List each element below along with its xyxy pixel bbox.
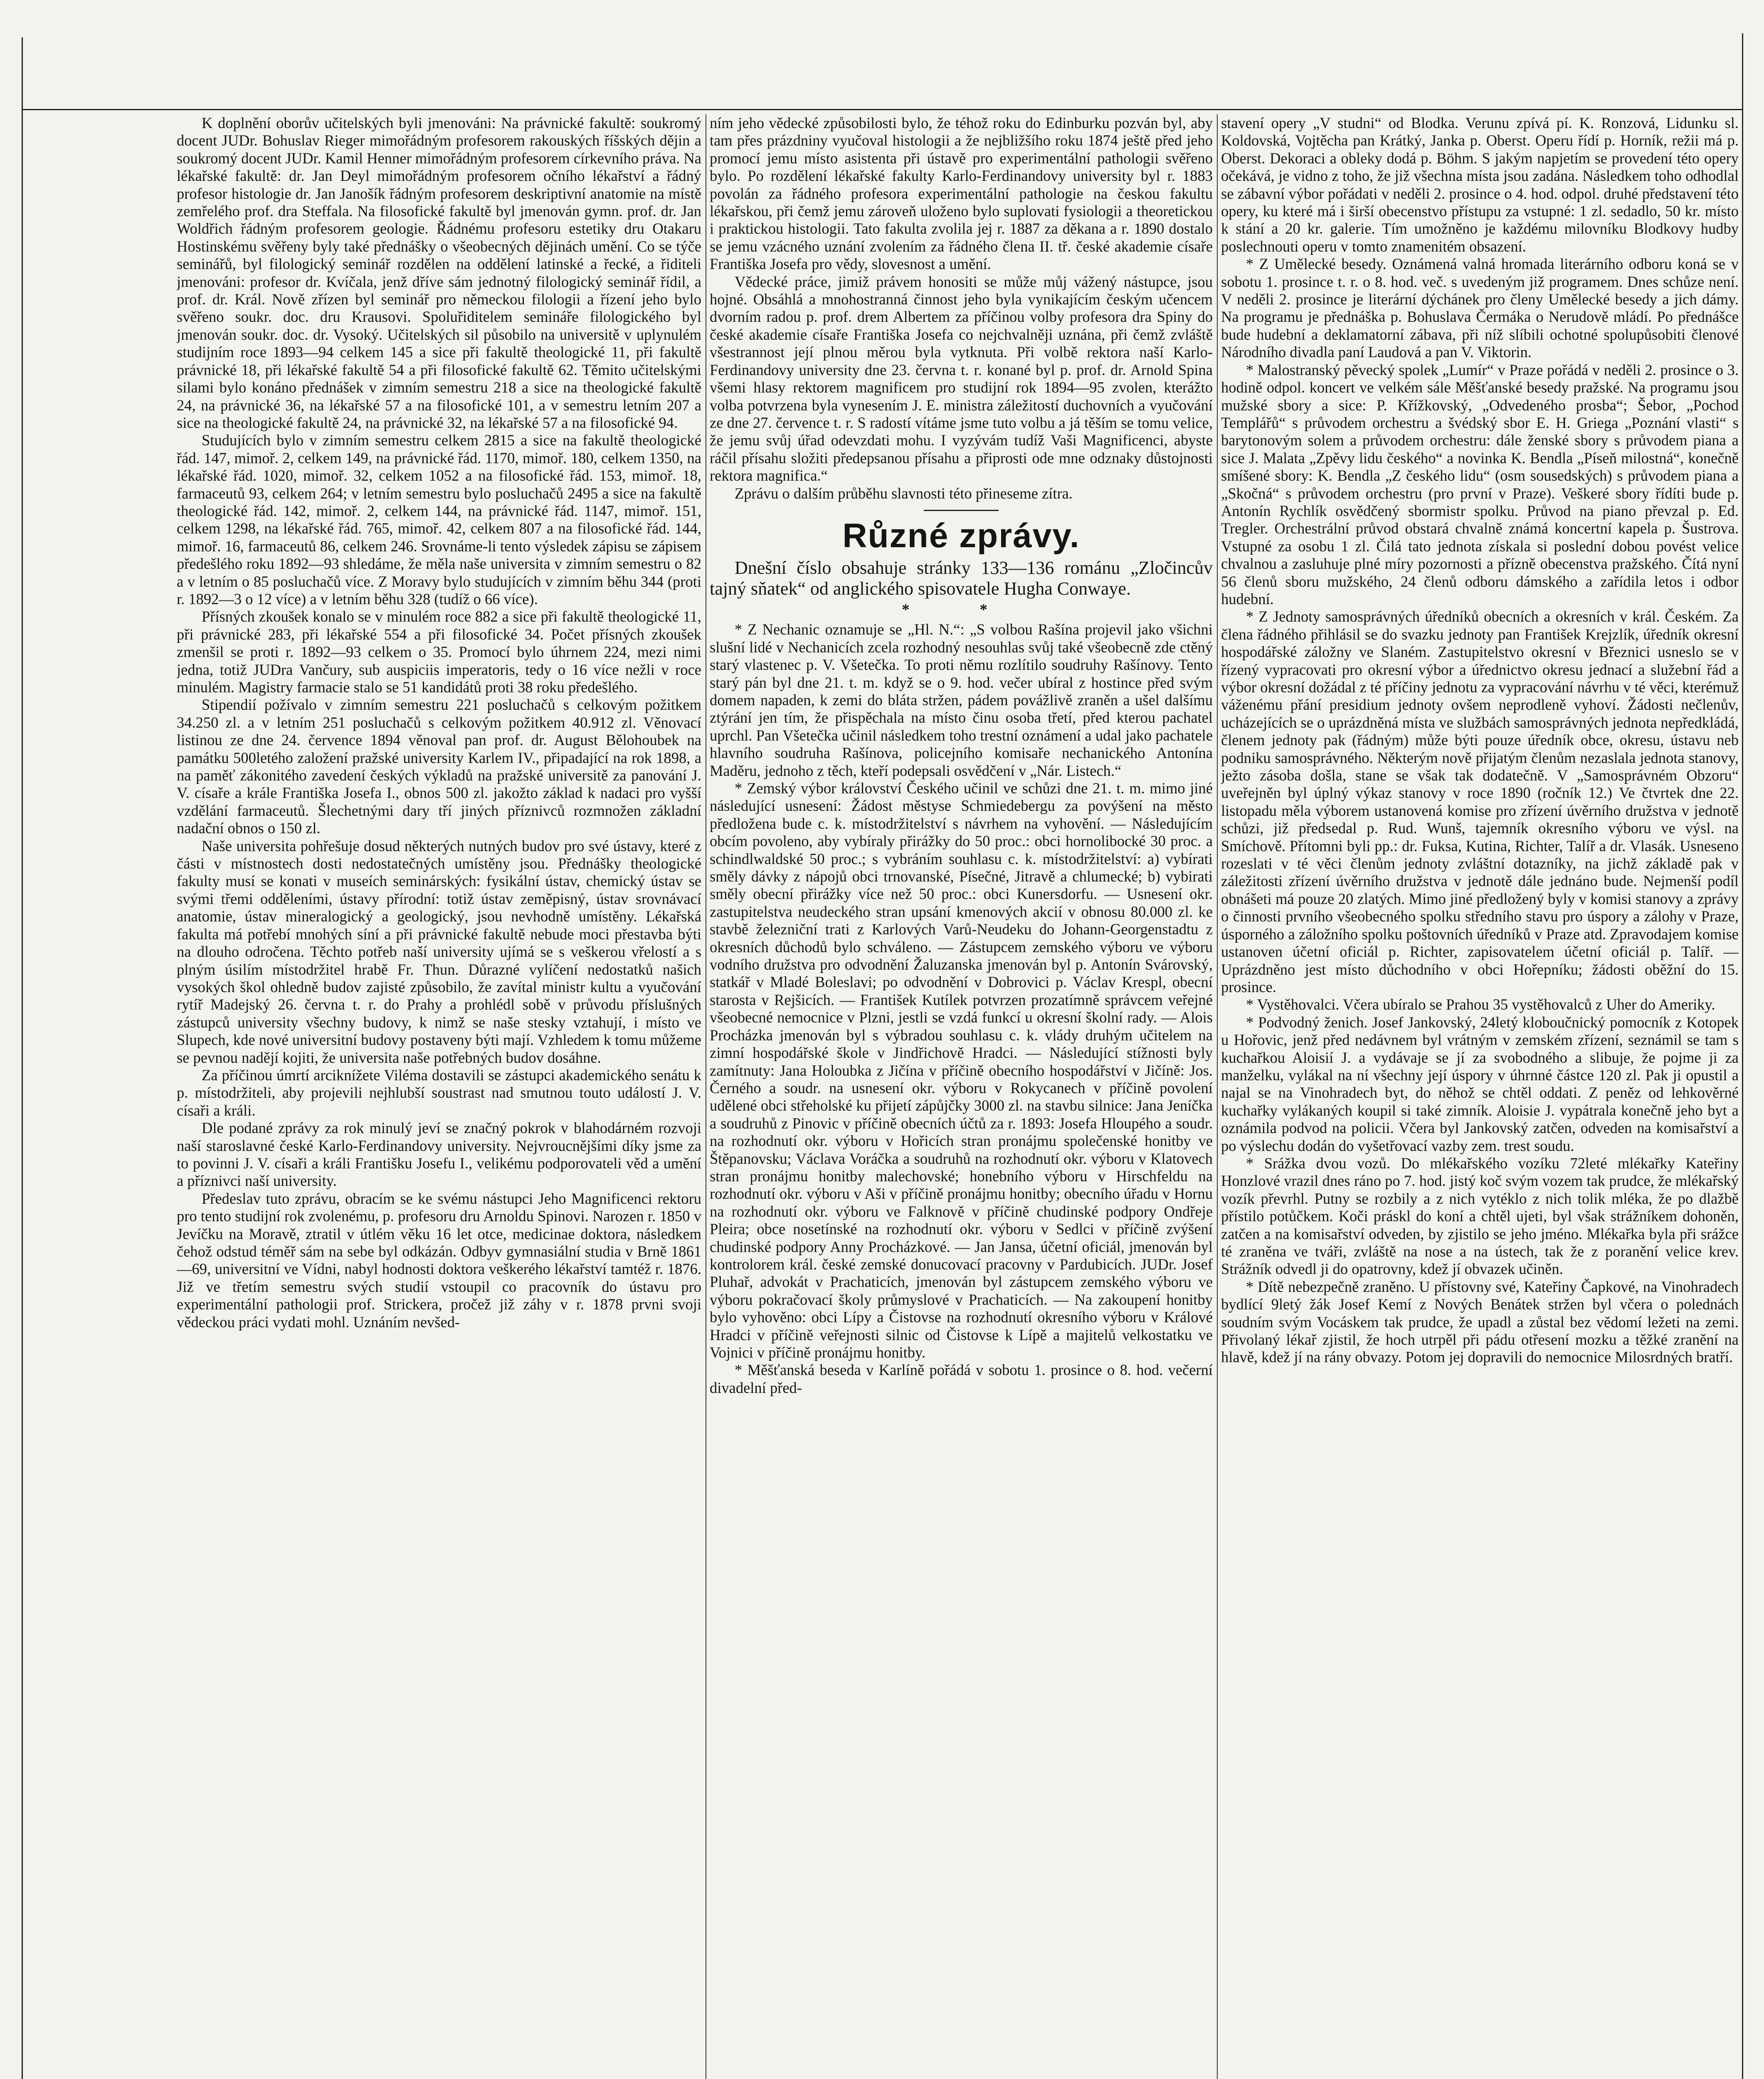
column-2: [710, 114, 1213, 2079]
top-rule: [22, 109, 1743, 110]
right-rule: [1742, 33, 1743, 2079]
news-umelecka-beseda: * Z Umělecké besedy. Oznámená valná hromada literárního odboru koná se v sobotu 1. prosince t. r. o 8. hod. več. s uvedeným již programem. Dnes schůze není. V neděli 2. prosince je literární dýchánek pro členy Umělecké besedy a jich dámy. Na programu je přednáška p. Bohuslava Čermáka o Nerudově mládí. Po přednášce bude hudební a deklamatorní zábava, při níž slíbili ochotné spolupůsobiti členové Národního divadla paní Laudová a pan V. Viktorin.: [1221, 255, 1739, 361]
column-divider-2: [1217, 114, 1218, 2079]
news-zemsky-vybor: * Zemský výbor království Českého učinil ve schůzi dne 21. t. m. mimo jiné následující usnesení: Žádost městyse Schmiedebergu za povýšení na město předložena bude c. k. místodržitelství s návrhem na vyhovění. — Následujícím obcím povoleno, aby vybíraly přirážky do 50 proc.: obci hornolibocké 30 proc. a schindlwaldské 50 proc.; s vybráním souhlasu c. k. místodržitelství: a) vybírati směly dávky z nápojů obci trnovanské, Písečné, Jitravě a chlumecké; b) vybirati směly obecní přirážky více než 50 proc.: obci Kunersdorfu. — Usnesení okr. zastupitelstva neudeckého stran upsání kmenových akcií v obnosu 80.000 zl. ke stavbě železniční trati z Karlových Varů-Neudeku do Johann-Georgenstadtu z okresních důchodů bylo schváleno. — Zástupcem zemského výboru ve výboru vodního družstva pro odvodnění Žaluzanska jmenován byl p. Antonín Svárovský, statkář v Mladé Boleslavi; po odvodnění v Dobrovici p. Václav Krespl, obecní starosta v Rejšicích. — František Kutílek potvrzen prozatímně správcem veřejné všeobecné nemocnice v Plzni, jestli se vzdá funkcí u okresní školní rady. — Alois Procházka jmenován byl s výbradou souhlasu c. k. vlády druhým učitelem na zimní hospodářské škole v Jindřichově Hradci. — Následující stížnosti byly zamítnuty: Jana Holoubka z Jičína v příčině obecního hospodářství v Jičíně: Jos. Černého a soudr. na usnesení okr. výboru v Rokycanech v příčině povolení udělené obci střeholské ku přijetí zápůjčky 3000 zl. na stavbu silnice: Jana Jeníčka a soudruhů z Pinovic v příčině obecních účtů za r. 1893: Josefa Hloupého a soudr. na rozhodnutí okr. výboru v Hořicích stran pronájmu společenské honitby ve Štěpanovsku; Václava Voráčka a soudruhů na rozhodnutí okr. výboru v Klatovech stran pronájmu honitby malechovské; honebního výboru v Hirschfeldu na rozhodnutí okr. výboru v Aši v příčině pronájmu honitby; obecního úřadu v Hornu na rozhodnutí okr. výboru ve Falknově v příčině chudinské podpory Ondřeje Pleira; obce nosetínské na rozhodnutí okr. výboru v Sedlci v příčině zvýšení chudinské podpory Anny Procházkové. — Jan Jansa, účetní oficiál, jmenován byl kontrolorem král. české zemské donucovací pracovny v Pardubicích. JUDr. Josef Pluhař, advokát v Prachaticích, jmenován byl zástupcem zemského výboru ve výboru pokračovací školy průmyslové v Prachaticích. — Na zakoupení honitby bylo vyhověno: obci Lípy a Čistovse na rozhodnutí okresního výboru v Králové Hradci v příčině veřejnosti silnic od Čistovse k Lípě a majitelů velkostatku ve Vojnici v příčině pronájmu honitby.: [710, 780, 1213, 1361]
section-title: Různé zprávy.: [842, 516, 1080, 555]
novel-notice: Dnešní číslo obsahuje stránky 133—136 románu „Zločincův tajný sňatek“ od anglického spisovatele Hugha Conwaye.: [710, 557, 1213, 599]
university-report-condolence: Za příčinou úmrtí arciknížete Viléma dostavili se zástupci akademického senátu k p. místodržiteli, aby projevili nejhlubší soustrast nad smutnou touto událostí J. V. císaři a králi.: [177, 1066, 701, 1119]
news-jednota-uredniku: * Z Jednoty samosprávných úředníků obecních a okresních v král. Českém. Za člena řádného přihlásil se do svazku jednoty pan František Krejzlík, úředník okresní hospodářské záložny ve Slaném. Zastupitelstvo okresní v Březnici usneslo se v řízený vypracovati pro okresní výbor a úřednictvo okresu jednací a služební řád a výbor okresní dožádal z té příčiny jednotu za vypracování návrhu v té věci, kterémuž váženému přání presidium jednoty ovšem neprodleně vyhoví. Žádosti nečlenův, ucházejících se o uprázdněná místa ve službách samosprávných jednota nepředkládá, členem jednoty pak (řádným) může býti pouze úředník obce, okresu, ústavu neb podniku samosprávného. Některým nově přijatým členům nezaslala jednota stanovy, ježto zásoba došla, stane se však tak dodatečně. V „Samosprávném Obzoru“ uveřejněn byl úplný výkaz stanovy v roce 1890 (ročník 12.) Ve čtvrtek dne 22. listopadu měla výborem ustanovená komise pro zřízení úvěrního družstva v jednotě schůzi, již předsedal p. Rud. Wunš, tajemník okresního výboru ve výsl. na Smíchově. Přítomni byli pp.: dr. Fuksa, Kutina, Richter, Talíř a dr. Vlasák. Usneseno rozeslati v té věci členům jednoty zvláštní dotazníky, na jichž základě pak v záležitosti zřízení úvěrního družstva v jednotě dále jednáno bude. Nejmenší podíl obnášeti má pouze 20 zlatých. Mimo jiné předložený byly v komisi stanovy a zprávy o činnosti prvního všeobecného spolku středního stavu pro úspory a zálohy v Praze, úsporného a záložního spolku poštovních úředníků v Praze atd. Zpravodajem komise ustanoven účetní oficiál p. Richter, zapisovatelem účetní oficiál p. Talíř. — Uprázdněno jest místo důchodního v obci Hořepníku; žádosti oběžní do 15. prosince.: [1221, 608, 1739, 995]
column-1: [177, 114, 701, 2079]
rector-works: Vědecké práce, jimiž právem honositi se může můj vážený nástupce, jsou hojné. Obsáhlá a mnohostranná činnost jeho byla vynikajícím českým učencem dvorním radou p. prof. drem Albertem za příčinou volby profesora dra Spiny do české akademie císaře Františka Josefa co nejchvalněji uznána, při čemž zvláště všestrannost její plnou měrou byla vytknuta. Při volbě rektora naší Karlo-Ferdinandovy university dne 23. června t. r. konané byl p. prof. dr. Arnold Spina všemi hlasy rektorem magnificem pro studijní rok 1894—95 zvolen, kterážto volba potvrzena byla vynesením J. E. ministra záležitostí duchovních a vyučování ze dne 27. července t. r. S radostí vítáme jsme tuto volbu a já těším se tomu velice, že jemu svůj úřad odevzdati mohu. I vyzývám tudíž Vaši Magnificenci, abyste ráčil přísahu složiti předepsanou přísahu a připrosti ode mne odznaky důstojnosti rektora magnifica.“: [710, 273, 1213, 484]
column-3: [1221, 114, 1739, 2079]
news-nechanice: * Z Nechanic oznamuje se „Hl. N.“: „S volbou Rašína projevil jako všichni slušní lidé v Nechanicích zcela rozhodný nesouhlas svůj také všeobecně zde ctěný starý vlastenec p. V. Všetečka. To proti němu rozlítilo soudruhy Rašínovy. Tento starý pán byl dne 21. t. m. když se o 9. hod. večer ubíral z hostince před svým domem napaden, k zemi do bláta stržen, pádem povážlivě zraněn a ušel dalšímu ztýrání jen tím, že přispěchala na místo činu osoba třetí, před kterou pachatel uprchl. Pan Všetečka učinil následkem toho trestní oznámení a udal jako pachatele hlavního soudruha Rašínova, policejního komisaře nechanického Antonína Maděru, jednoho z těch, kteří podepsali osvědčení v „Nár. Listech.“: [710, 621, 1213, 779]
university-report-stipends: Stipendií požívalo v zimním semestru 221 posluchačů s celkovým požitkem 34.250 zl. a v letním 251 posluchačů s celkovým požitkem 40.912 zl. Věnovací listinou ze dne 24. července 1894 věnoval pan prof. dr. August Bělohoubek na památku 500letého založení pražské university Karlem IV., připadající na rok 1898, a na paměť zákonitého zavedení českých výkladů na pražské universitě za panování J. V. císaře a krále Františka Josefa I., obnos 500 zl. jakožto základ k nadaci pro vyšší vzdělání farmaceutů. Šlechetnými dary tří jiných příznivců rozmnožen základní nadační obnos o 150 zl.: [177, 696, 701, 837]
report-continuation-note: Zprávu o dalším průběhu slavnosti této přineseme zítra.: [735, 484, 1073, 502]
news-mestanska-beseda: * Měšťanská beseda v Karlíně pořádá v sobotu 1. prosince o 8. hod. večerní divadelní před-: [710, 1361, 1213, 1396]
university-report-progress: Dle podané zprávy za rok minulý jeví se značný pokrok v blahodárném rozvoji naší staroslavné české Karlo-Ferdinandovy university. Nejvroucnějšími díky jsme za to povinni J. V. císaři a králi Františku Josefu I., velikému podporovateli věd a umění a příznivci naší university.: [177, 1119, 701, 1190]
rector-biography: ním jeho vědecké způsobilosti bylo, že téhož roku do Edinburku pozván byl, aby tam přes prázdniny vyučoval histologii a že nejbližšího roku 1874 ještě před jeho promocí jemu místo asistenta při ústavě pro experimentální pathologii svěřeno bylo. Po rozdělení lékařské fakulty Karlo-Ferdinandovy university byl r. 1883 povolán za řádného profesora experimentální pathologie na českou fakultu lékařskou, při čemž jemu zároveň uloženo bylo suplovati fysiologii a theoretickou i praktickou histologii. Tato fakulta zvolila jej r. 1887 za děkana a r. 1890 dostalo se jemu vzácného uznání zvolením za řádného člena II. tř. české akademie císaře Františka Josefa pro vědy, slovesnost a umění.: [710, 114, 1213, 273]
section-stars: * *: [902, 600, 1021, 618]
news-podvodny-zenich: * Podvodný ženich. Josef Jankovský, 24letý kloboučnický pomocník z Kotopek u Hořovic, jenž před nedávnem byl vrátným v zemském zřízení, seznámil se tam s kuchařkou Aloisií J. a vydávaje se jí za svobodného a slibuje, že pojme ji za manželku, vylákal na ní všechny její úspory v úhrnné částce 120 zl. Pak ji opustil a najal se na Vinohradech byt, do něhož se chtěl oddati. Z peněz od lehkověrné kuchařky vylákaných koupil si také zimník. Aloisie J. vypátrala konečně jeho byt a oznámila podvod na policii. Včera byl Jankovský zatčen, odveden na komisařství a po výslechu dodán do vyšetřovací vazby zem. trest soudu.: [1221, 1013, 1739, 1154]
news-opera-continuation: stavení opery „V studni“ od Blodka. Verunu zpívá pí. K. Ronzová, Lidunku sl. Koldovská, Vojtěcha pan Krátký, Janka p. Oberst. Operu řídí p. Horník, režii má p. Oberst. Dekoraci a oblekу dodá p. Böhm. S jakým napjetím se provedení této opery očekává, je vidno z toho, že již všechna místa jsou zadána. Následkem toho odhodlal se zábavní výbor pořádati v neděli 2. prosince o 4. hod. odpol. druhé představení této opery, ku které má i širší obecenstvo přístupu za vstupné: 1 zl. sedadlo, 50 kr. místo k stání a 20 kr. galerie. Tím umožněno je každému milovníku Blodkovy hudby poslechnouti operu v tomto znamenitém obsazení.: [1221, 114, 1739, 255]
news-dite-zraneno: * Dítě nebezpečně zraněno. U přístovny své, Kateřiny Čapkové, na Vinohradech bydlící 9letý žák Josef Kemí z Nových Benátek stržen byl včera o polednách soudním svým Vocáskem tak prudce, že upadl a zůstal bez vědomí ležeti na zemi. Přivolaný lékař zjistil, že hoch utrpěl při pádu otřesení mozku a těžké zranění na hlavě, kdež jí na rány obvazy. Potom jej dopravili do nemocnice Milosrdných bratří.: [1221, 1278, 1739, 1366]
university-report-exams: Přísných zkoušek konalo se v minulém roce 882 a sice při fakultě theologické 11, při právnické 283, při lékařské 554 a při filosofické 34. Počet přísných zkoušek zmenšil se proti r. 1892—93 celkem o 35. Promocí bylo úhrnem 224, mezi nimi jedna, totiž JUDra Vančury, sub auspiciis imperatoris, tedy o 16 více nežli v roce minulém. Magistry farmacie stalo se 51 kandidátů proti 38 roku předešlého.: [177, 608, 701, 696]
left-rule: [22, 37, 23, 2079]
university-report-students: Studujících bylo v zimním semestru celkem 2815 a sice na fakultě theologické řád. 147, mimoř. 2, celkem 149, na právnické řád. 1170, mimoř. 180, celkem 1350, na lékařské řád. 1020, mimoř. 32, celkem 1052 a na filosofické řád. 153, mimoř. 18, farmaceutů 93, celkem 264; v letním semestru bylo posluchačů 2495 a sice na fakultě theologické řád. 142, mimoř. 2, celkem 144, na právnické řád. 1147, mimoř. 151, celkem 1298, na lékařské řád. 765, mimoř. 42, celkem 807 a na filosofické řád. 144, mimoř. 16, farmaceutů 86, celkem 246. Srovnáme-li tento výsledek zápisu se zápisem předešlého roku 1892—93 shledáme, že měla naše universita v zimním semestru o 82 a v letním o 85 posluchačů více. Z Moravy bylo studujících v zimním běhu 344 (proti r. 1892—3 o 12 více) a v letním běhu 328 (tudíž o 66 více).: [177, 432, 701, 607]
university-report-appointments: K doplnění oborův učitelských byli jmenováni: Na právnické fakultě: soukromý docent JUDr. Bohuslav Rieger mimořádným profesorem rakouských říšských dějin a soukromý docent JUDr. Kamil Henner mimořádným profesorem církevního práva. Na lékařské fakultě: dr. Jan Deyl mimořádným profesorem očního lékařství a řádný profesor histologie dr. Jan Janošík řádným profesorem deskriptivní anatomie na místě zemřelého prof. dra Steffala. Na filosofické fakultě byl jmenován gymn. prof. dr. Jan Woldřich řádným profesorem geologie. Řádnému profesoru estetiky dru Otakaru Hostinskému svěřeny byly také přednášky o všeobecných dějinách umění. Co se týče seminářů, byl filologický seminář rozdělen na oddělení latinské a řecké, a řiditeli jmenováni: profesor dr. Kvíčala, jenž dříve sám jednotný filologický seminář řídil, a prof. dr. Král. Nově zřízen byl seminář pro německou filologii a řízení jeho bylo svěřeno soukr. doc. dru Krausovi. Spoluřiditelem semináře filologického byl jmenován soukr. doc. dr. Vysoký. Učitelských sil působilo na universitě v uplynulém studijním roce 1893—94 celkem 145 a sice při fakultě theologické 11, při fakultě právnické 18, při lékařské fakultě 54 a při filosofické fakultě 62. Těmito učitelskými silami bylo konáno přednášek v zimním semestru 218 a sice na theologické fakultě 24, na právnické 36, na lékařské 57 a na filosofické 101, a v semestru letním 207 a sice na theologické fakultě 24, na právnické 32, na lékařské 57 a na filosofické 94.: [177, 114, 701, 431]
university-report-buildings: Naše universita pohřešuje dosud některých nutných budov pro své ústavy, které z části v místnostech dosti nedostatečných umístěny jsou. Přednášky theologické fakulty musí se konati v museích seminárských: fysikální ústav, chemický ústav se svými třemi odděleními, ústavy přírodní: totiž ústav zeměpisný, ústav srovnávací anatomie, ústav mineralogický a geologický, jsou nevhodně umístěny. Lékařská fakulta má potřebí mnohých síní a při právnické fakultě nebude moci přestavba býti na dlouho odročena. Těchto potřeb naší university ujímá se s veškerou vřelostí a s plným úsilím místodržitel hrabě Fr. Thun. Důrazné vylíčení nedostatků našich vysokých škol ohledně budov zajisté způsobilo, že zavítal ministr kultu a vyučování rytíř Madejský 26. června t. r. do Prahy a prohlédl sobě v průvodu příslušných zástupců university všechny budovy, k nimž se naše stesky vztahují, i místo ve Slupech, kde nové universitní budovy postaveny býti mají. Vzhledem k tomu můžeme se pevnou nadějí kojiti, že universita naše potřebných budov dosáhne.: [177, 837, 701, 1066]
news-spolek-lumir: * Malostranský pěvecký spolek „Lumír“ v Praze pořádá v neděli 2. prosince o 3. hodině odpol. koncert ve velkém sále Měšťanské besedy pražské. Na programu jsou mužské sbory a sice: P. Křížkovský, „Odvedeného prosba“; Šebor, „Pochod Templářů“ s průvodem orchestru a švédský sbor E. H. Griega „Poznání vlasti“ s barytonovým solem a průvodem orchestru: dále ženské sbory s průvodem piana a sice J. Malata „Zpěvy lidu českého“ a novinka K. Bendla „Píseň milostná“, konečně smíšené sbory: K. Bendla „Z českého lidu“ (osm sousedských) s průvodem piana a „Skočná“ s průvodem orchestru (pro první v Praze). Veškeré sbory řídíti bude p. Antonín Rychlík osvědčený sbormistr spolku. Průvod na piano převzal p. Ed. Tregler. Orchestrální průvod obstará chvalně známá koncertní kapela p. Šustrova. Vstupné za osobu 1 zl. Čilá tato jednota získala si poslední dobou povést velice chvalnou a zasluhuje plné míry pozornosti a přízně obecenstva pražského. Čítá nyní 56 členů sboru mužského, 24 členů odboru dámského a zařídila letos i odbor hudební.: [1221, 361, 1739, 607]
university-report-successor: Předeslav tuto zprávu, obracím se ke svému nástupci Jeho Magnificenci rektoru pro tento studijní rok zvolenému, p. profesoru dru Arnoldu Spinovi. Narozen r. 1850 v Jevíčku na Moravě, ztratil v útlém věku 16 let otce, medicinae doktora, následkem čehož odstud téměř sám na sebe byl odkázán. Odbyv gymnasiální studia v Brně 1861—69, universitní ve Vídni, nabyl hodnosti doktora veškerého lékařství tamtéž r. 1876. Již ve třetím semestru svých studií vstoupil co pracovník do ústavu pro experimentální pathologii prof. Strickera, pročež již záhy v r. 1878 prvni svoji vědeckou práci vydati mohl. Uznáním nevšed-: [177, 1190, 701, 1331]
news-srazka-vozu: * Srážka dvou vozů. Do mlékařského vozíku 72leté mlékařky Kateřiny Honzlové vrazil dnes ráno po 7. hod. jistý koč svým vozem tak prudce, že mlékařský vozík převrhl. Putny se rozbily a z nich vytéklo z nich tolik mléka, že po dlažbě přístilo potůčkem. Koči práskl do koní a chtěl ujeti, byl však strážníkem dohoněn, zatčen a na komisařství odveden, by zjistilo se jeho jméno. Mlékařka byla při srážce té zraněna ve tváři, zvláště na nose a na ústech, tak že z poranění velice krev. Strážník odvedl ji do opatrovny, kdež jí obvazek učiněn.: [1221, 1154, 1739, 1278]
section-rule: [924, 510, 999, 511]
news-vystehovalci: * Vystěhovalci. Včera ubíralo se Prahou 35 vystěhovalců z Uher do Ameriky.: [1246, 996, 1715, 1013]
